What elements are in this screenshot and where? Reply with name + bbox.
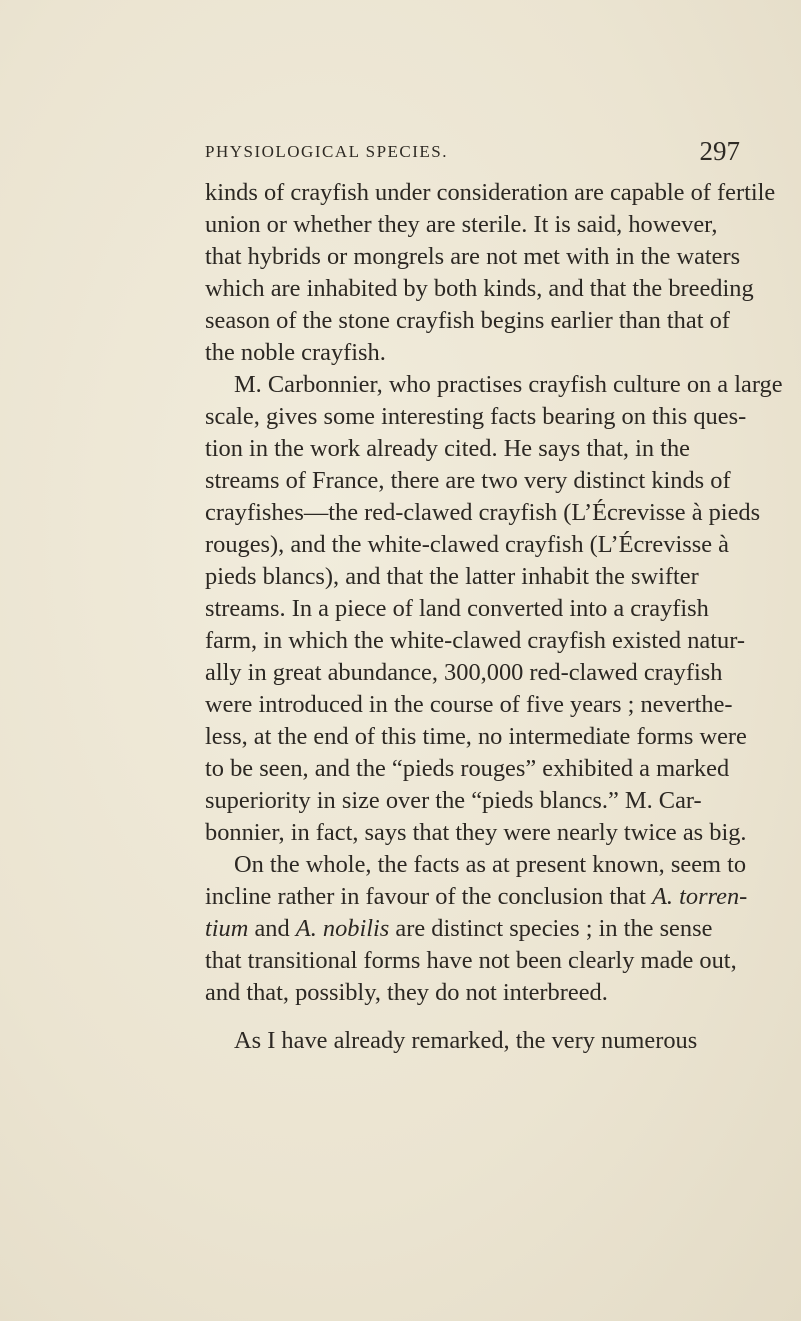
text-line: season of the stone crayfish begins earlier than that of (205, 307, 730, 334)
text-line: crayfishes—the red-clawed crayfish (L’Écrevisse à pieds (205, 499, 761, 526)
text-line: superiority in size over the “pieds blancs.” M. Car- (205, 787, 702, 814)
species-name: tium (205, 915, 249, 942)
text-run: incline rather in favour of the conclusion that (205, 883, 653, 910)
text-line: were introduced in the course of five years ; neverthe- (205, 691, 733, 718)
page-number: 297 (699, 136, 740, 166)
text-line (205, 913, 712, 945)
text-line: less, at the end of this time, no intermediate forms were (205, 723, 747, 750)
text-run: and (248, 915, 296, 942)
running-title: PHYSIOLOGICAL SPECIES. (205, 142, 449, 161)
text-line: which are inhabited by both kinds, and that the breeding (205, 275, 754, 302)
text-line: tion in the work already cited. He says that, in the (205, 435, 690, 462)
text-line: that transitional forms have not been clearly made out, (205, 947, 737, 974)
text-line: rouges), and the white-clawed crayfish (L’Écrevisse à (205, 531, 729, 558)
paragraph-start-line: As I have already remarked, the very numerous (234, 1027, 698, 1054)
paragraph-start-line: M. Carbonnier, who practises crayfish culture on a large (234, 371, 783, 398)
page-header (205, 138, 740, 168)
text-run: are distinct species ; in the sense (389, 915, 713, 942)
text-line: to be seen, and the “pieds rouges” exhibited a marked (205, 755, 730, 782)
text-line: and that, possibly, they do not interbreed. (205, 979, 608, 1006)
species-name: A. nobilis (295, 915, 390, 942)
species-name: A. torren- (652, 883, 748, 910)
paragraph-start-line: On the whole, the facts as at present known, seem to (234, 851, 747, 878)
text-line (205, 881, 747, 913)
text-line: streams of France, there are two very distinct kinds of (205, 467, 731, 494)
text-line: farm, in which the white-clawed crayfish existed natur- (205, 627, 745, 654)
text-line: pieds blancs), and that the latter inhabit the swifter (205, 563, 699, 590)
text-line: that hybrids or mongrels are not met with in the waters (205, 243, 741, 270)
text-line: bonnier, in fact, says that they were nearly twice as big. (205, 819, 747, 846)
text-line: kinds of crayfish under consideration are capable of fertile (205, 179, 776, 206)
text-line: the noble crayfish. (205, 339, 386, 366)
text-line: ally in great abundance, 300,000 red-clawed crayfish (205, 659, 723, 686)
text-line: scale, gives some interesting facts bearing on this ques- (205, 403, 747, 430)
text-line: union or whether they are sterile. It is said, however, (205, 211, 718, 238)
text-line: streams. In a piece of land converted into a crayfish (205, 595, 709, 622)
